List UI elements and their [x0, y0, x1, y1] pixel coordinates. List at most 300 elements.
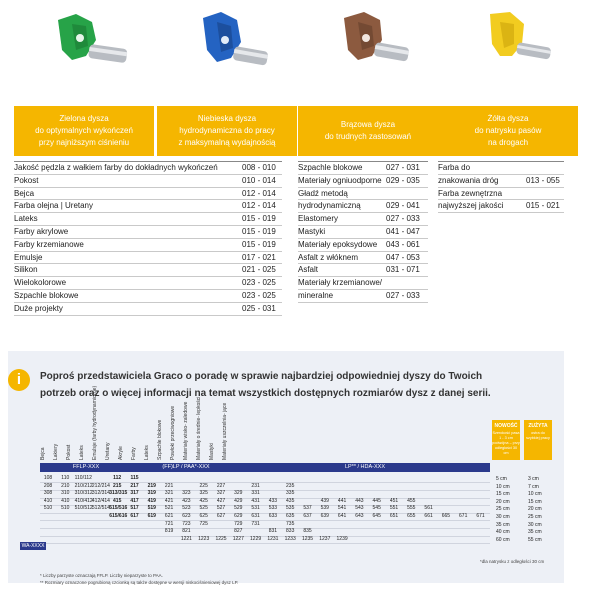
- grid-cell: 543: [355, 505, 364, 512]
- grid-cell: [421, 475, 437, 482]
- grid-cell: [351, 536, 367, 543]
- row-range: 023 - 025: [242, 290, 276, 300]
- new-spray-width: 5 cm: [496, 476, 507, 482]
- table-row: [14, 175, 282, 188]
- grid-cell: [473, 536, 489, 543]
- grid-cell: 661: [424, 513, 433, 519]
- grid-cell: [109, 536, 125, 543]
- grid-cell: [455, 475, 471, 482]
- grid-cell: [369, 475, 385, 482]
- grid-cell: 633: [268, 513, 278, 519]
- row-label: mineralne: [298, 290, 334, 300]
- row-label: Farba olejna | Uretany: [14, 201, 94, 211]
- caption-line: do trudnych zastosowań: [324, 132, 412, 141]
- grid-cell: [92, 475, 108, 482]
- grid-cell: 451: [389, 497, 399, 504]
- grid-cell: 313/315: [109, 490, 128, 497]
- grid-cell: 110: [61, 475, 70, 481]
- grid-cell: 423: [182, 497, 191, 504]
- row-range: 012 - 014: [242, 201, 276, 211]
- grid-cell: [300, 483, 316, 490]
- used-spray-width: 25 cm: [528, 514, 542, 520]
- row-range: 008 - 010: [242, 163, 276, 172]
- column-header-label: Materiały uszczelnia- jące: [222, 402, 228, 460]
- row-range: 015 - 019: [242, 239, 276, 249]
- grid-cell: 327: [216, 490, 226, 497]
- grid-cell: 555: [407, 505, 416, 512]
- new-spray-width: 30 cm: [496, 514, 510, 520]
- product-green: [14, 0, 154, 160]
- row-label: Wielokolorowe: [14, 278, 67, 288]
- grid-cell: 623: [182, 513, 191, 519]
- new-tip-sub: Szerokość pasa 1 - 3 cm podwójna – przy odległości 30 cm: [492, 431, 520, 455]
- grid-cell: 637: [303, 513, 312, 519]
- footnote-2: ** Rozmiary oznaczone pogrubioną czcionką są także dostępne w wersji niskociśnieniowej dysz LP.: [40, 580, 239, 585]
- table-row: [298, 239, 428, 252]
- grid-cell: 429: [234, 497, 243, 504]
- column-header-label: Materiały wisko- zaledowe: [183, 401, 189, 460]
- row-label: najwyższej jakości: [438, 201, 504, 211]
- row-range: 017 - 021: [242, 252, 276, 262]
- column-header-label: Szpachle blokowe: [157, 419, 163, 460]
- column-header-label: Akryle: [118, 446, 124, 460]
- grid-cell: [421, 498, 437, 505]
- grid-cell: [438, 528, 454, 535]
- table-row: [438, 188, 564, 201]
- grid-cell: [109, 528, 125, 535]
- product-blue: [157, 0, 297, 160]
- grid-cell: 212/214: [91, 482, 110, 489]
- grid-cell: 112: [113, 475, 122, 481]
- grid-cell: [57, 536, 73, 543]
- table-row: [298, 290, 428, 303]
- row-label: Jakość pędzla z wałkiem farby do dokładnych wykończeń: [14, 163, 218, 172]
- grid-cell: 645: [372, 513, 381, 519]
- grid-cell: 1237: [319, 535, 331, 542]
- table-row: [14, 290, 282, 303]
- caption-line: hydrodynamiczna do pracy: [179, 126, 275, 135]
- grid-cell: 312/314: [91, 490, 110, 497]
- grid-cell: 551: [389, 505, 399, 512]
- grid-cell: [369, 483, 385, 490]
- grid-cell: 527: [216, 505, 226, 512]
- row-range: 013 - 055: [526, 175, 560, 185]
- band-fflp-paa: (FF)LP / PAA*-XXX: [132, 463, 240, 472]
- row-label: Elastomery: [298, 214, 339, 224]
- grid-cell: [144, 528, 160, 535]
- caption-line: do natrysku pasów: [474, 126, 542, 135]
- row-label: Silikon: [14, 265, 38, 275]
- grid-cell: [473, 498, 489, 505]
- grid-cell: 519: [147, 505, 156, 512]
- grid-cell: 329: [234, 490, 243, 497]
- grid-cell: [403, 536, 419, 543]
- grid-cell: [127, 528, 143, 535]
- grid-cell: 412/414: [91, 497, 110, 504]
- table-row: [14, 200, 282, 213]
- grid-cell: 545: [372, 505, 381, 512]
- grid-cell: [40, 528, 56, 535]
- grid-cell: 439: [320, 497, 329, 504]
- grid-cell: 641: [337, 513, 347, 519]
- caption-line: z maksymalną wydajnością: [178, 138, 276, 147]
- grid-cell: 431: [251, 497, 260, 504]
- caption-line: Żółta dysza: [487, 114, 529, 123]
- grid-cell: [282, 475, 298, 482]
- grid-cell: 617: [130, 513, 139, 519]
- grid-cell: 325: [199, 490, 208, 497]
- grid-cell: [144, 475, 160, 482]
- grid-cell: [455, 528, 471, 535]
- grid-cell: [438, 498, 454, 505]
- grid-cell: [144, 521, 160, 528]
- grid-cell: 110/112: [74, 475, 92, 481]
- grid-cell: [178, 483, 194, 490]
- column-header-label: Uretany: [105, 442, 111, 460]
- new-spray-width: 25 cm: [496, 506, 510, 513]
- grid-cell: [230, 475, 246, 482]
- grid-cell: [40, 521, 56, 528]
- grid-cell: 643: [355, 513, 364, 519]
- band-lp-hda: LP** / HDA-XXX: [240, 463, 490, 472]
- grid-cell: [196, 475, 212, 482]
- grid-cell: [178, 475, 194, 482]
- column-header-label: Powłoki przeciwogniowe: [170, 405, 176, 460]
- table-row: [438, 175, 564, 188]
- grid-cell: 427: [216, 497, 226, 504]
- grid-cell: [351, 521, 367, 528]
- grid-cell: [455, 536, 471, 543]
- new-tip-title: NOWOŚĆ: [494, 423, 518, 429]
- grid-cell: 655: [407, 513, 416, 519]
- grid-cell: 308: [43, 490, 53, 497]
- grid-cell: 510: [61, 505, 70, 512]
- grid-cell: 435: [286, 497, 295, 504]
- grid-cell: [455, 483, 471, 490]
- grid-cell: 231: [251, 482, 260, 489]
- new-tip-header: [492, 420, 520, 460]
- grid-cell: [438, 475, 454, 482]
- grid-cell: [369, 521, 385, 528]
- column-header-label: Lakiery: [53, 443, 59, 460]
- grid-cell: 445: [372, 497, 381, 504]
- grid-cell: [265, 521, 281, 528]
- table-row: [14, 252, 282, 265]
- grid-cell: [386, 475, 402, 482]
- grid-cell: [438, 521, 454, 528]
- caption-line: na drogach: [487, 138, 529, 147]
- green-tip-table: [14, 161, 282, 316]
- grid-cell: [455, 498, 471, 505]
- grid-cell: [92, 536, 108, 543]
- product-caption-brown: [298, 106, 438, 156]
- used-tip-header: [524, 420, 552, 460]
- grid-cell: [334, 521, 350, 528]
- grid-cell: [75, 536, 91, 543]
- row-label: Materiały ogniuodporne: [298, 175, 382, 185]
- grid-cell: [351, 490, 367, 497]
- grid-cell: 210/212: [74, 482, 93, 489]
- grid-cell: 1225: [215, 535, 227, 542]
- grid-cell: 627: [216, 513, 226, 519]
- grid-cell: 731: [251, 520, 260, 527]
- grid-cell: [317, 528, 333, 535]
- grid-cell: [473, 528, 489, 535]
- grid-cell: [438, 536, 454, 543]
- row-range: 027 - 033: [386, 214, 420, 224]
- grid-cell: [386, 483, 402, 490]
- grid-cell: [300, 475, 316, 482]
- column-header-label: Mastyki: [209, 443, 215, 460]
- grid-cell: [75, 528, 91, 535]
- row-range: 010 - 014: [242, 175, 276, 185]
- table-row: [14, 264, 282, 277]
- new-spray-width: 35 cm: [496, 521, 510, 528]
- grid-cell: 615/616: [109, 513, 128, 519]
- caption-line: przy najniższym ciśnieniu: [38, 138, 130, 147]
- table-row: [14, 239, 282, 252]
- table-row: [298, 226, 428, 239]
- grid-cell: [57, 528, 73, 535]
- grid-cell: [265, 475, 281, 482]
- grid-cell: 625: [199, 513, 208, 519]
- grid-cell: 523: [182, 505, 191, 512]
- grid-cell: 323: [182, 490, 191, 497]
- grid-cell: 835: [303, 528, 312, 535]
- grid-cell: 619: [147, 513, 156, 519]
- grid-cell: [75, 513, 91, 520]
- column-header-label: Pokost: [66, 444, 72, 460]
- used-spray-width: 55 cm: [528, 536, 542, 543]
- grid-cell: [213, 475, 229, 482]
- row-label: Materiały krzemianowe/: [298, 278, 383, 288]
- grid-cell: [300, 521, 316, 528]
- table-row: [298, 175, 428, 188]
- table-row: [298, 277, 428, 290]
- grid-cell: [57, 521, 73, 528]
- row-label: Bejca: [14, 188, 35, 198]
- grid-cell: 635: [286, 513, 295, 519]
- grid-cell: 421: [164, 497, 174, 504]
- grid-cell: 208: [43, 482, 53, 489]
- grid-cell: 521: [164, 505, 174, 512]
- grid-cell: [213, 528, 229, 535]
- grid-cell: 331: [251, 490, 260, 497]
- grid-cell: 410/412: [74, 497, 93, 504]
- used-spray-width: 20 cm: [528, 506, 542, 513]
- used-spray-width: 30 cm: [528, 521, 542, 528]
- used-spray-width: 3 cm: [528, 476, 539, 482]
- row-label: Asfalt z włóknem: [298, 252, 359, 262]
- row-range: 031 - 071: [386, 265, 420, 275]
- row-label: Materiały epoksydowe: [298, 239, 378, 249]
- used-spray-width: 10 cm: [528, 491, 542, 498]
- grid-cell: [230, 483, 246, 490]
- grid-cell: 1233: [284, 535, 296, 542]
- grid-cell: [57, 513, 73, 520]
- grid-cell: [403, 521, 419, 528]
- new-spray-width: 60 cm: [496, 536, 510, 543]
- grid-cell: [127, 536, 143, 543]
- grid-cell: 225: [199, 482, 208, 489]
- grid-cell: [386, 536, 402, 543]
- grid-cell: 221: [164, 482, 174, 489]
- product-yellow: [438, 0, 578, 160]
- grid-cell: [421, 490, 437, 497]
- row-range: 015 - 021: [526, 201, 560, 211]
- grid-cell: [92, 513, 108, 520]
- grid-cell: [421, 521, 437, 528]
- table-row: [438, 161, 564, 175]
- grid-cell: 651: [389, 513, 399, 519]
- grid-cell: 1235: [301, 535, 314, 542]
- footnote-1: * Liczby parzyste oznaczają FFLP. Liczby nieparzyste to PAA.: [40, 573, 163, 578]
- table-row: [298, 161, 428, 175]
- grid-cell: 517: [130, 505, 139, 512]
- table-row: [298, 213, 428, 226]
- grid-cell: [161, 536, 177, 543]
- caption-line: Niebieska dysza: [197, 114, 257, 123]
- grid-cell: [438, 505, 454, 512]
- table-row: [14, 161, 282, 175]
- grid-cell: [317, 475, 333, 482]
- grid-cell: 415: [113, 497, 122, 504]
- row-label: Mastyki: [298, 226, 326, 236]
- caption-line: Brązowa dysza: [340, 120, 396, 129]
- grid-cell: 631: [251, 513, 260, 519]
- grid-cell: 1229: [250, 535, 262, 542]
- row-range: 021 - 025: [242, 265, 276, 275]
- table-row: [14, 303, 282, 316]
- grid-cell: [144, 536, 160, 543]
- grid-cell: 529: [234, 505, 243, 512]
- grid-cell: [403, 528, 419, 535]
- grid-cell: [127, 521, 143, 528]
- table-row: [14, 277, 282, 290]
- column-header-label: Farby: [131, 447, 137, 460]
- used-tip-sub: ostra do szybkiej pracy: [526, 431, 550, 440]
- grid-cell: 1239: [336, 535, 348, 542]
- grid-cell: 1227: [232, 535, 244, 542]
- grid-cell: 433: [268, 497, 278, 504]
- grid-cell: 535: [286, 505, 295, 512]
- grid-cell: [317, 521, 333, 528]
- grid-cell: 821: [182, 528, 191, 535]
- grid-cell: 108: [43, 475, 53, 481]
- table-row: [14, 226, 282, 239]
- grid-cell: [386, 490, 402, 497]
- grid-cell: 723: [182, 520, 191, 527]
- row-label: Farba zewnętrzna: [438, 188, 503, 198]
- grid-cell: 531: [251, 505, 260, 512]
- grid-cell: [403, 475, 419, 482]
- grid-cell: [265, 483, 281, 490]
- table-row: [298, 200, 428, 213]
- grid-cell: [438, 483, 454, 490]
- grid-cell: [386, 528, 402, 535]
- grid-cell: [386, 521, 402, 528]
- grid-cell: 410: [61, 497, 70, 504]
- grid-cell: 639: [320, 513, 329, 519]
- column-header-label: Materiały o średnie- lepkości: [196, 396, 202, 460]
- grid-cell: 621: [164, 513, 174, 519]
- grid-cell: 512/514: [91, 505, 110, 512]
- grid-cell: 210: [61, 482, 70, 489]
- row-range: 025 - 031: [242, 303, 276, 313]
- row-label: Duże projekty: [14, 303, 63, 313]
- grid-cell: [438, 490, 454, 497]
- row-label: Farba do: [438, 163, 471, 172]
- grid-cell: 425: [199, 497, 208, 504]
- grid-cell: [421, 536, 437, 543]
- used-spray-width: 35 cm: [528, 529, 542, 536]
- grid-cell: [334, 528, 350, 535]
- grid-cell: [369, 536, 385, 543]
- row-label: Emulsje: [14, 252, 43, 262]
- product-caption-blue: [157, 106, 297, 156]
- grid-cell: [351, 528, 367, 535]
- grid-cell: 833: [286, 528, 295, 535]
- used-spray-width: 15 cm: [528, 498, 542, 505]
- grid-cell: [161, 475, 177, 482]
- grid-cell: [455, 490, 471, 497]
- row-range: 047 - 053: [386, 252, 420, 262]
- grid-cell: 671: [459, 513, 468, 519]
- wa-label: WA-XXXX: [21, 543, 45, 549]
- row-label: Asfalt: [298, 265, 319, 275]
- grid-cell: 115: [130, 475, 139, 481]
- blue-spray-tip-icon: [195, 10, 275, 80]
- info-icon: i: [8, 369, 30, 391]
- grid-cell: 537: [303, 505, 312, 512]
- new-spray-width: 20 cm: [496, 498, 510, 505]
- yellow-tip-table: [438, 161, 564, 213]
- grid-cell: 515/516: [109, 505, 128, 512]
- grid-cell: [455, 505, 471, 512]
- grid-cell: [421, 528, 437, 535]
- grid-cell: 215: [113, 482, 122, 489]
- grid-cell: 443: [355, 497, 364, 504]
- grid-cell: 629: [234, 513, 243, 519]
- used-spray-width: 7 cm: [528, 483, 539, 490]
- grid-cell: [265, 490, 281, 497]
- grid-cell: [196, 528, 212, 535]
- grid-cell: 533: [268, 505, 278, 512]
- grid-cell: 235: [286, 482, 295, 489]
- table-row: [298, 264, 428, 277]
- grid-cell: 671: [476, 513, 485, 519]
- table-row: [14, 213, 282, 226]
- row-label: hydrodynamiczną: [298, 201, 361, 211]
- grid-cell: [300, 498, 316, 505]
- grid-cell: [421, 483, 437, 490]
- grid-cell: 410: [43, 497, 53, 504]
- product-caption-yellow: [438, 106, 578, 156]
- grid-cell: 831: [268, 528, 278, 535]
- grid-cell: [248, 475, 264, 482]
- table-row: [298, 188, 428, 201]
- grid-cell: 419: [147, 497, 156, 504]
- row-range: 023 - 025: [242, 278, 276, 288]
- grid-cell: [403, 490, 419, 497]
- column-header-label: Bejca: [40, 447, 46, 460]
- grid-cell: [317, 483, 333, 490]
- grid-cell: [317, 490, 333, 497]
- row-label: Lateks: [14, 214, 38, 224]
- brown-tip-table: [298, 161, 428, 303]
- grid-cell: 1221: [180, 535, 192, 542]
- grid-cell: 725: [199, 520, 208, 527]
